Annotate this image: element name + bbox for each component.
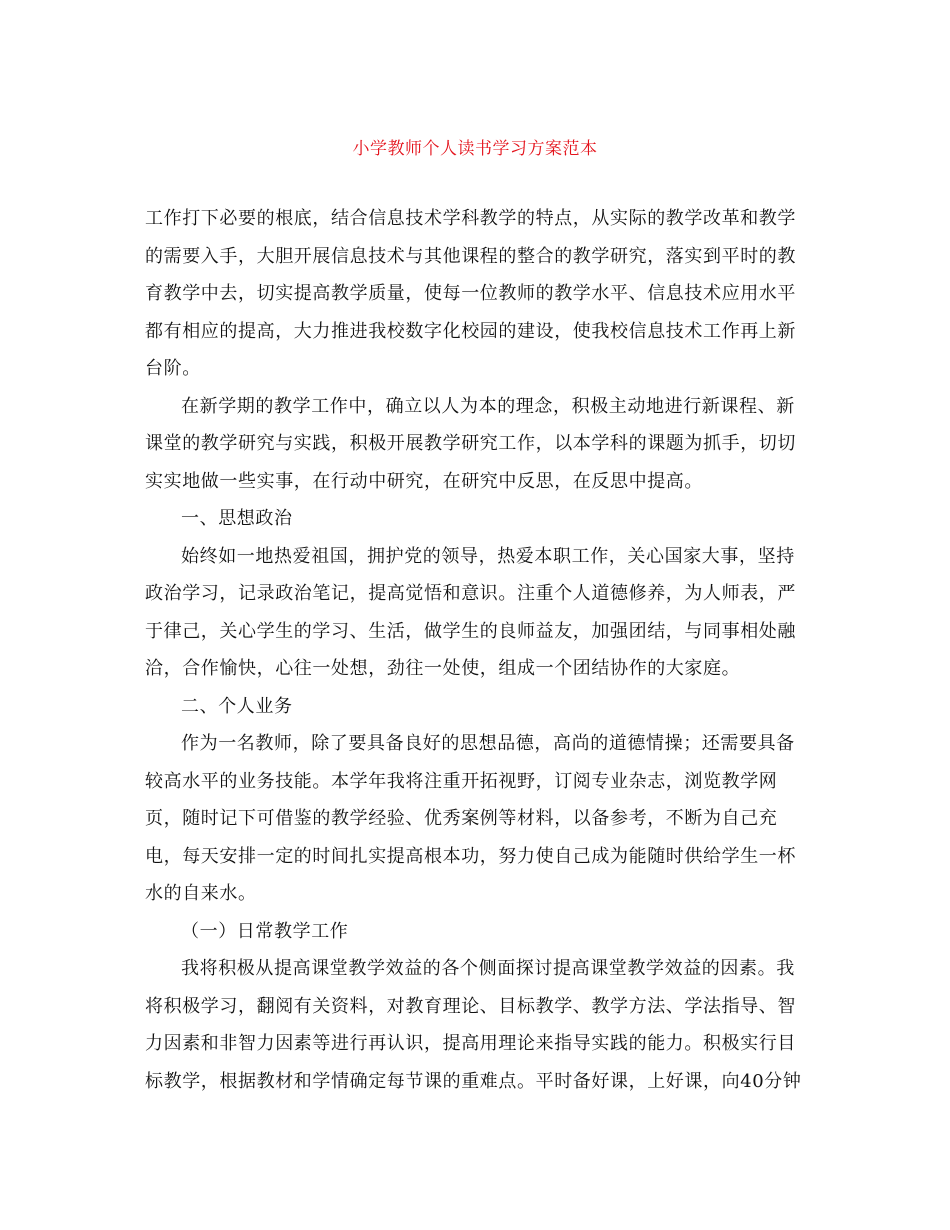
document-body: [145, 200, 807, 1100]
paragraph-professional: 作为一名教师，除了要具备良好的思想品德，高尚的道德情操；还需要具备较高水平的业务技能。本学年我将注重开拓视野，订阅专业杂志，浏览教学网页，随时记下可借鉴的教学经验、优秀案例等材料，以备参考，不断为自己充电，每天安排一定的时间扎实提高根本功，努力使自己成为能随时供给学生一杯水的自来水。: [145, 733, 796, 904]
paragraph-new-semester: 在新学期的教学工作中，确立以人为本的理念，积极主动地进行新课程、新课堂的教学研究与实践，积极开展教学研究工作，以本学科的课题为抓手，切切实实地做一些实事，在行动中研究，在研究中反思，在反思中提高。: [145, 395, 796, 492]
paragraph-politics: 始终如一地热爱祖国，拥护党的领导，热爱本职工作，关心国家大事，坚持政治学习，记录政治笔记，提高觉悟和意识。注重个人道德修养，为人师表，严于律己，关心学生的学习、生活，做学生的良师益友，加强团结，与同事相处融洽，合作愉快，心往一处想，劲往一处使，组成一个团结协作的大家庭。: [145, 545, 796, 679]
document-title: 小学教师个人读书学习方案范本: [352, 139, 598, 159]
section-heading-politics: 一、思想政治: [181, 508, 293, 529]
paragraph-daily-teaching: 我将积极从提高课堂教学效益的各个侧面探讨提高课堂教学效益的因素。我将积极学习，翻阅有关资料，对教育理论、目标教学、教学方法、学法指导、智力因素和非智力因素等进行再认识，提高用理论来指导实践的能力。积极实行目标教学，根据教材和学情确定每节课的重难点。平时备好课，上好课，向40分钟: [145, 958, 802, 1092]
section-heading-professional: 二、个人业务: [181, 695, 293, 717]
subsection-heading-daily-teaching: （一）日常教学工作: [181, 920, 349, 942]
paragraph-intro: 工作打下必要的根底，结合信息技术学科教学的特点，从实际的教学改革和教学的需要入手，大胆开展信息技术与其他课程的整合的教学研究，落实到平时的教育教学中去，切实提高教学质量，使每一位教师的教学水平、信息技术应用水平都有相应的提高，大力推进我校数字化校园的建设，使我校信息技术工作再上新台阶。: [145, 208, 796, 379]
